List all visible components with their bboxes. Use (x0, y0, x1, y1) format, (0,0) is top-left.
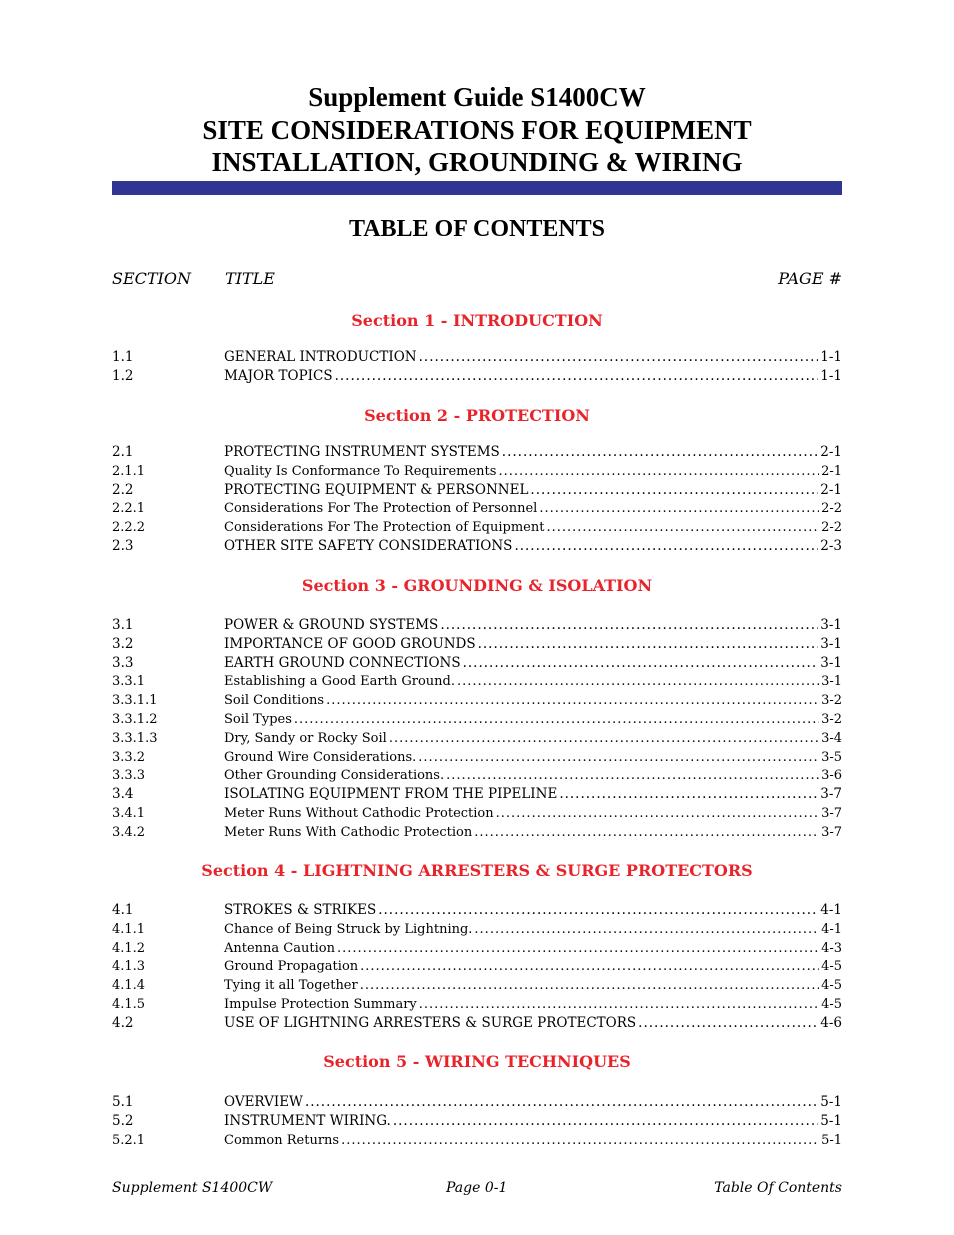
toc-entry-page: 3-1 (820, 635, 842, 652)
toc-entry-page: 3-6 (821, 768, 842, 784)
toc-entry-number: 3.3.3 (112, 768, 146, 784)
toc-entry-number: 2.2.1 (112, 501, 146, 517)
footer-center: Page 0-1 (446, 1180, 508, 1196)
toc-entry-page: 3-4 (821, 730, 842, 746)
toc-entry[interactable] (112, 785, 842, 804)
toc-entry-page: 2-1 (820, 481, 842, 498)
dot-leader (305, 1093, 818, 1112)
toc-entry-number: 3.3.1.2 (112, 712, 158, 727)
toc-entry-title: Establishing a Good Earth Ground. (224, 674, 455, 690)
title-line-2: SITE CONSIDERATIONS FOR EQUIPMENT (202, 114, 752, 145)
dot-leader (463, 654, 819, 673)
toc-entry-page: 5-1 (820, 1094, 842, 1110)
toc-entry-title: Antenna Caution (224, 940, 335, 956)
title-rule (112, 181, 842, 195)
toc-entry-title: PROTECTING EQUIPMENT & PERSONNEL (224, 481, 529, 498)
toc-entry-number: 3.4.2 (112, 824, 146, 840)
toc-entry-title: PROTECTING INSTRUMENT SYSTEMS (224, 444, 500, 460)
toc-entry-title: MAJOR TOPICS (224, 367, 333, 384)
toc-entry-title: Meter Runs Without Cathodic Protection (224, 806, 494, 821)
dot-leader (418, 748, 819, 767)
dot-leader (337, 939, 819, 958)
toc-entry[interactable] (112, 616, 842, 635)
toc-entry[interactable] (112, 348, 842, 367)
toc-entry[interactable] (112, 537, 842, 556)
toc-entry-number: 3.3.2 (112, 749, 146, 765)
toc-entry-title: Soil Conditions (224, 693, 325, 709)
toc-entry[interactable] (112, 995, 842, 1014)
toc-entry[interactable] (112, 1131, 842, 1150)
toc-entry-page: 2-2 (821, 520, 842, 536)
dot-leader (419, 348, 819, 367)
toc-entry-title: Soil Types (224, 712, 292, 727)
toc-entry[interactable] (112, 518, 842, 537)
toc-entry-title: OVERVIEW (224, 1094, 303, 1110)
toc-entry-page: 3-2 (821, 693, 842, 709)
toc-entry-title: IMPORTANCE OF GOOD GROUNDS (224, 635, 476, 652)
toc-entry-page: 2-1 (821, 463, 842, 479)
dot-leader (478, 635, 819, 654)
toc-entry[interactable] (112, 710, 842, 729)
column-header-section: SECTION (112, 269, 191, 288)
section-heading: Section 1 - INTRODUCTION (351, 311, 603, 330)
toc-entry-number: 3.3.1 (112, 674, 146, 690)
column-header-title: TITLE (225, 269, 275, 288)
toc-entry[interactable] (112, 481, 842, 500)
toc-entry-number: 2.1.1 (112, 463, 146, 479)
toc-entry-number: 5.1 (112, 1094, 134, 1110)
toc-entry-title: Considerations For The Protection of Personnel (224, 501, 538, 517)
toc-entry[interactable] (112, 804, 842, 823)
toc-entry-number: 2.3 (112, 538, 134, 554)
toc-entry[interactable] (112, 957, 842, 976)
toc-entry-title: POWER & GROUND SYSTEMS (224, 617, 439, 633)
toc-entry[interactable] (112, 1093, 842, 1112)
toc-entry-number: 2.2.2 (112, 520, 146, 536)
toc-entry-number: 4.1.3 (112, 959, 146, 975)
dot-leader (389, 729, 819, 748)
toc-entry-page: 4-6 (820, 1014, 842, 1031)
toc-entry-title: OTHER SITE SAFETY CONSIDERATIONS (224, 538, 513, 554)
toc-entry-number: 4.1 (112, 902, 134, 918)
toc-entry-number: 3.3.1.3 (112, 730, 158, 746)
toc-entry-page: 3-7 (821, 824, 842, 840)
toc-entry-title: ISOLATING EQUIPMENT FROM THE PIPELINE (224, 786, 558, 803)
toc-entry-number: 4.1.2 (112, 940, 146, 956)
dot-leader (446, 766, 819, 785)
toc-entry-title: Other Grounding Considerations. (224, 768, 445, 784)
toc-entry[interactable] (112, 462, 842, 481)
toc-entry-title: INSTRUMENT WIRING. (224, 1112, 391, 1129)
toc-entry-page: 3-1 (820, 617, 842, 633)
document-title (112, 81, 842, 179)
toc-entry[interactable] (112, 939, 842, 958)
toc-entry-page: 5-1 (820, 1112, 842, 1129)
dot-leader (440, 616, 818, 635)
toc-entry-page: 4-1 (820, 902, 842, 918)
dot-leader (419, 995, 819, 1014)
toc-entry-page: 2-2 (821, 501, 842, 517)
toc-entry-title: Quality Is Conformance To Requirements (224, 463, 497, 479)
toc-entry[interactable] (112, 1112, 842, 1131)
toc-heading: TABLE OF CONTENTS (348, 216, 606, 242)
toc-entry[interactable] (112, 823, 842, 842)
toc-entry-title: Meter Runs With Cathodic Protection (224, 824, 473, 840)
toc-entry[interactable] (112, 443, 842, 462)
toc-entry-page: 4-5 (821, 997, 842, 1012)
section-heading: Section 4 - LIGHTNING ARRESTERS & SURGE PROTECTORS (201, 861, 753, 880)
toc-entry[interactable] (112, 635, 842, 654)
toc-entry-page: 3-7 (821, 806, 842, 821)
toc-entry-title: Tying it all Together (224, 978, 358, 994)
dot-leader (341, 1131, 819, 1150)
toc-entry[interactable] (112, 672, 842, 691)
toc-entry-page: 2-3 (820, 538, 842, 554)
toc-entry-title: Chance of Being Struck by Lightning. (224, 921, 473, 937)
toc-entry[interactable] (112, 748, 842, 767)
dot-leader (496, 804, 819, 823)
toc-entry-title: USE OF LIGHTNING ARRESTERS & SURGE PROTECTORS (224, 1014, 637, 1031)
dot-leader (638, 1014, 818, 1033)
toc-entry-number: 5.2 (112, 1112, 134, 1129)
section-heading: Section 3 - GROUNDING & ISOLATION (301, 576, 653, 595)
dot-leader (514, 537, 818, 556)
toc-entry-number: 4.2 (112, 1014, 134, 1031)
dot-leader (539, 499, 819, 518)
section-heading: Section 5 - WIRING TECHNIQUES (323, 1052, 631, 1071)
footer-right: Table Of Contents (714, 1180, 842, 1196)
dot-leader (326, 691, 819, 710)
toc-entry-title: Common Returns (224, 1132, 340, 1148)
toc-entry-page: 2-1 (820, 444, 842, 460)
toc-entry[interactable] (112, 367, 842, 386)
toc-entry[interactable] (112, 766, 842, 785)
toc-entry[interactable] (112, 901, 842, 920)
toc-entry-number: 2.2 (112, 481, 134, 498)
toc-entry-title: Impulse Protection Summary (224, 997, 417, 1012)
dot-leader (335, 367, 819, 386)
column-header-page: PAGE # (778, 269, 842, 288)
toc-entry-page: 4-5 (821, 978, 842, 994)
dot-leader (559, 785, 818, 804)
toc-entry-number: 4.1.4 (112, 978, 146, 994)
toc-entry-page: 3-2 (821, 712, 842, 727)
toc-entry[interactable] (112, 729, 842, 748)
toc-entry[interactable] (112, 654, 842, 673)
toc-entry-title: Ground Propagation (224, 959, 359, 975)
toc-entry-number: 3.3 (112, 654, 134, 671)
toc-entry-number: 4.1.5 (112, 997, 146, 1012)
footer-left: Supplement S1400CW (112, 1180, 273, 1196)
toc-entry-title: Considerations For The Protection of Equipment (224, 520, 545, 536)
toc-entry-number: 1.1 (112, 349, 134, 365)
toc-entry-title: EARTH GROUND CONNECTIONS (224, 654, 461, 671)
toc-entry-title: Ground Wire Considerations. (224, 749, 417, 765)
toc-entry-page: 3-7 (820, 786, 842, 803)
toc-entry-page: 3-1 (821, 674, 842, 690)
dot-leader (498, 462, 819, 481)
toc-entry[interactable] (112, 691, 842, 710)
toc-entry-number: 4.1.1 (112, 921, 146, 937)
toc-entry-title: Dry, Sandy or Rocky Soil (224, 730, 387, 746)
toc-entry[interactable] (112, 920, 842, 939)
dot-leader (360, 957, 819, 976)
toc-entry-page: 3-1 (820, 654, 842, 671)
dot-leader (457, 672, 819, 691)
toc-entry-number: 2.1 (112, 444, 134, 460)
toc-entry-number: 1.2 (112, 367, 134, 384)
dot-leader (546, 518, 819, 537)
toc-entry-number: 3.4 (112, 786, 134, 803)
toc-entry-page: 4-5 (821, 959, 842, 975)
dot-leader (360, 976, 819, 995)
dot-leader (393, 1112, 818, 1131)
toc-entry-number: 3.3.1.1 (112, 693, 158, 709)
dot-leader (378, 901, 818, 920)
dot-leader (474, 920, 819, 939)
dot-leader (474, 823, 819, 842)
toc-entry-page: 5-1 (821, 1132, 842, 1148)
title-line-3: INSTALLATION, GROUNDING & WIRING (211, 147, 743, 177)
section-heading: Section 2 - PROTECTION (364, 406, 590, 425)
toc-entry-number: 3.2 (112, 635, 134, 652)
toc-entry[interactable] (112, 499, 842, 518)
toc-entry-page: 4-3 (821, 940, 842, 956)
toc-entry-title: GENERAL INTRODUCTION (224, 349, 417, 365)
toc-entry-number: 5.2.1 (112, 1132, 146, 1148)
toc-entry-page: 1-1 (820, 367, 842, 384)
toc-entry[interactable] (112, 1014, 842, 1033)
dot-leader (530, 481, 818, 500)
toc-entry-number: 3.4.1 (112, 806, 146, 821)
toc-entry-number: 3.1 (112, 617, 134, 633)
title-line-1: Supplement Guide S1400CW (308, 82, 646, 112)
toc-entry-page: 1-1 (820, 349, 842, 365)
toc-entry-page: 3-5 (821, 749, 842, 765)
toc-entry[interactable] (112, 976, 842, 995)
toc-entry-page: 4-1 (821, 921, 842, 937)
dot-leader (502, 443, 818, 462)
toc-entry-title: STROKES & STRIKES (224, 902, 377, 918)
dot-leader (294, 710, 819, 729)
